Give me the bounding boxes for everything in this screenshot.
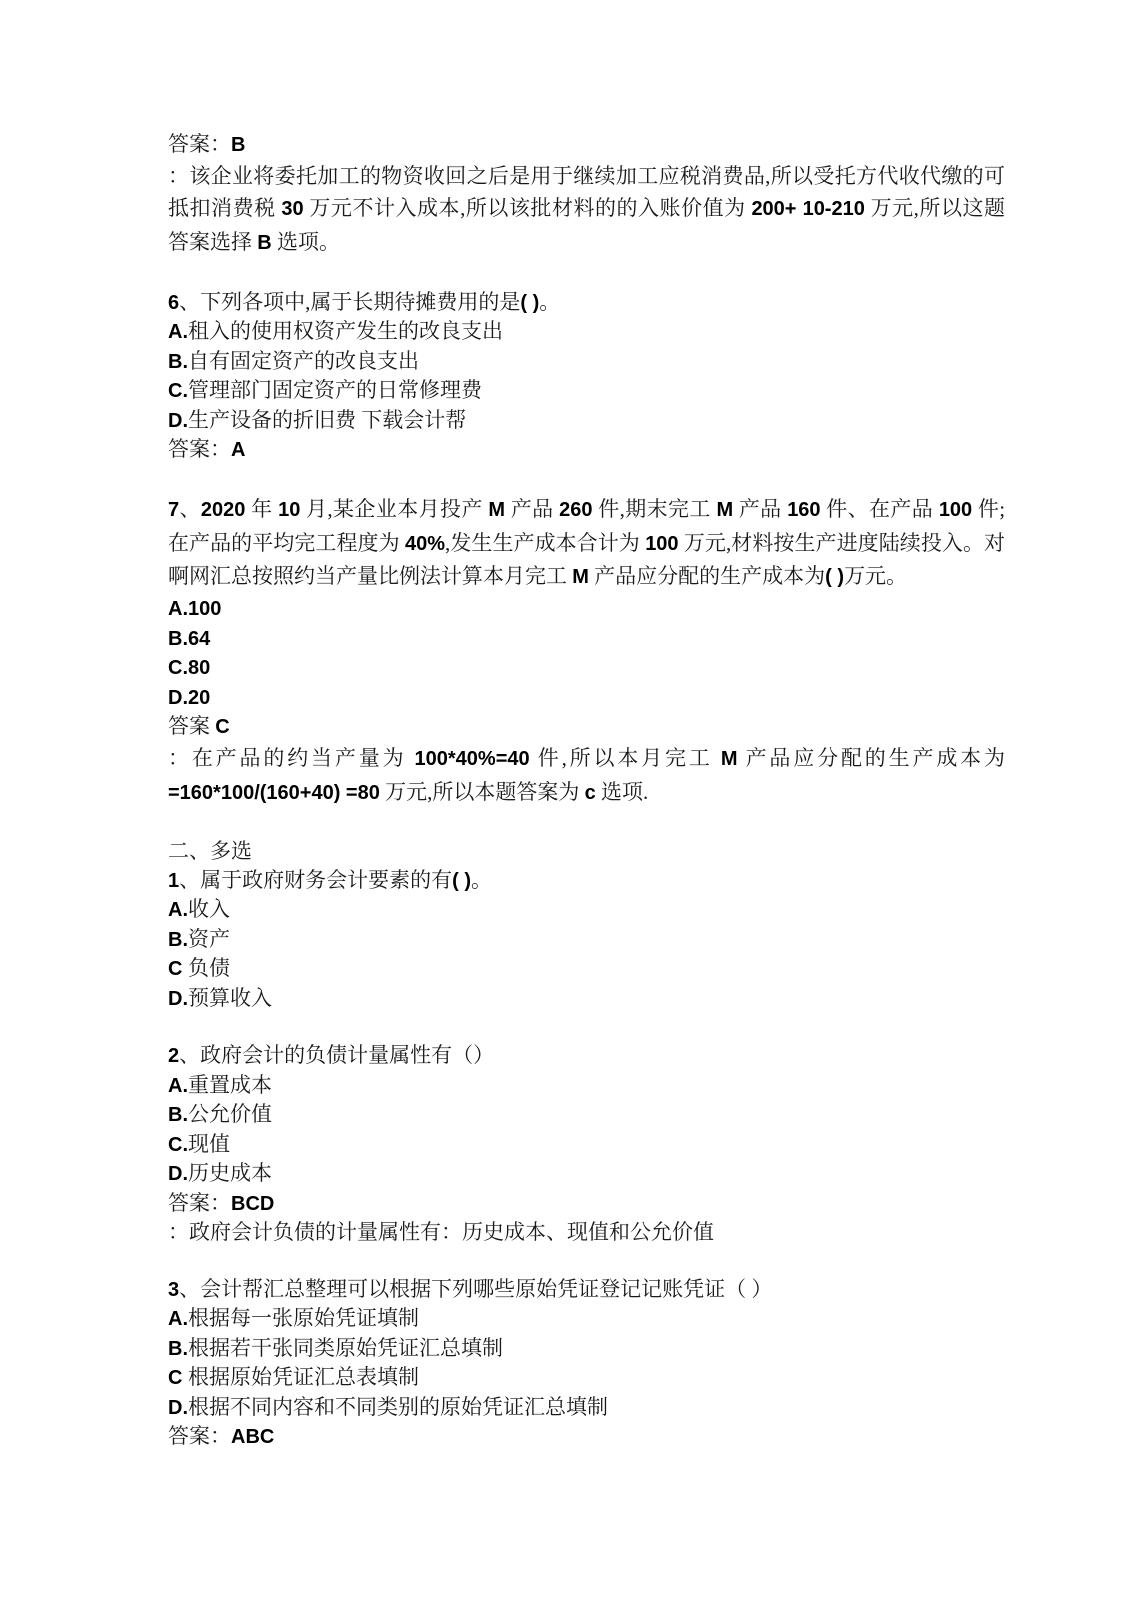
option-line [168, 954, 1005, 984]
emphasis-text: C [168, 958, 188, 981]
body-text: 万元。 [844, 564, 908, 589]
emphasis-text: B. [168, 350, 188, 373]
emphasis-text: 40% [404, 532, 446, 555]
emphasis-text: B [257, 232, 272, 255]
body-text: 根据每一张原始凭证填制 [188, 1306, 419, 1331]
body-text: 件、在产品 [820, 496, 939, 521]
option-line [168, 1071, 1005, 1101]
body-text: 产品应分配的生产成本为 [588, 564, 826, 589]
option-line [168, 1393, 1005, 1423]
body-text: ：在产品的约当产量为 [168, 745, 415, 770]
body-text: 产品 [505, 496, 560, 521]
body-text: 预算收入 [188, 985, 272, 1010]
question-stem [168, 866, 1005, 896]
body-text: 、 [179, 496, 201, 521]
explanation-paragraph [168, 742, 1005, 810]
emphasis-text: 2020 [200, 498, 246, 521]
body-text: 租入的使用权资产发生的改良支出 [188, 319, 503, 344]
body-text: 月,某企业本月投产 [300, 496, 489, 521]
option-line [168, 347, 1005, 377]
option-line [168, 1100, 1005, 1130]
body-text: 生产设备的折旧费 下载会计帮 [188, 407, 467, 432]
body-text: 。 [471, 867, 493, 892]
option-line [168, 1304, 1005, 1334]
emphasis-text: 7 [168, 498, 180, 521]
emphasis-text: D. [168, 1163, 188, 1186]
emphasis-text: D. [168, 1396, 188, 1419]
body-text: 根据原始凭证汇总表填制 [188, 1365, 419, 1390]
body-text: 资产 [188, 926, 230, 951]
emphasis-text: B [231, 134, 246, 156]
body-text: ：政府会计负债的计量属性有：历史成本、现值和公允价值 [168, 1220, 714, 1245]
question-stem [168, 1041, 1005, 1071]
body-text: 、属于政府财务会计要素的有 [179, 867, 453, 892]
body-text: 、下列各项中,属于长期待摊费用的是 [179, 289, 521, 314]
body-text: 答案 [168, 714, 216, 739]
body-text: 万元,所以本题答案为 [379, 779, 585, 804]
emphasis-text: BCD [231, 1192, 275, 1215]
body-text: 产品 [733, 496, 788, 521]
body-text: 、政府会计的负债计量属性有（） [179, 1043, 495, 1068]
body-text: 公允价值 [188, 1102, 272, 1127]
option-line [168, 1363, 1005, 1393]
emphasis-text: B. [168, 1104, 188, 1127]
emphasis-text: D.20 [168, 686, 211, 709]
body-text: 重置成本 [188, 1072, 272, 1097]
body-text: 管理部门固定资产的日常修理费 [188, 378, 482, 403]
emphasis-text: 260 [559, 498, 593, 521]
body-text: 历史成本 [188, 1161, 272, 1186]
emphasis-text: 100*40%=40 [414, 747, 530, 770]
body-text: 答案： [168, 132, 231, 156]
body-text: 答案： [168, 1190, 231, 1215]
option-line [168, 317, 1005, 347]
emphasis-text: ( ) [520, 291, 540, 314]
body-text: 年 [245, 496, 279, 521]
question-stem [168, 1275, 1005, 1305]
body-text: 根据若干张同类原始凭证汇总填制 [188, 1335, 503, 1360]
answer-line [168, 1189, 1005, 1219]
emphasis-text: B. [168, 928, 188, 951]
emphasis-text: C. [168, 1133, 188, 1156]
emphasis-text: A [231, 439, 246, 462]
section-heading [168, 837, 1005, 866]
emphasis-text: 100 [645, 532, 679, 555]
answer-line [168, 712, 1005, 742]
emphasis-text: A. [168, 1308, 188, 1331]
option-line [168, 1159, 1005, 1189]
emphasis-text: 1 [168, 869, 180, 892]
emphasis-text: 200+ 10-210 [751, 198, 865, 221]
body-text: 、会计帮汇总整理可以根据下列哪些原始凭证登记记账凭证（ ） [179, 1276, 773, 1301]
emphasis-text: 160 [787, 498, 821, 521]
option-line [168, 925, 1005, 955]
emphasis-text: ( ) [825, 566, 845, 589]
body-text: 二、多选 [168, 839, 252, 864]
emphasis-text: B. [168, 1337, 188, 1360]
answer-line [168, 435, 1005, 465]
emphasis-text: B.64 [168, 627, 211, 650]
body-text: ：该企业将委托加工的物资收回之后是用于继续加工应税消费品,所以受托方代收代缴的可抵扣消费税 [168, 163, 1005, 221]
emphasis-text: C [215, 716, 230, 739]
option-line [168, 376, 1005, 406]
body-text: 件,期末完工 [592, 496, 717, 521]
body-text: ,发生生产成本合计为 [445, 530, 646, 555]
emphasis-text: 30 [281, 198, 304, 221]
emphasis-text: A.100 [168, 598, 222, 621]
explanation-paragraph [168, 160, 1005, 260]
emphasis-text: C.80 [168, 657, 211, 680]
option-line [168, 1334, 1005, 1364]
emphasis-text: 6 [168, 291, 180, 314]
answer-line [168, 130, 1005, 160]
answer-line [168, 1422, 1005, 1452]
body-text: 根据不同内容和不同类别的原始凭证汇总填制 [188, 1394, 608, 1419]
emphasis-text: 3 [168, 1278, 180, 1301]
emphasis-text: ABC [231, 1426, 275, 1449]
emphasis-text: D. [168, 987, 188, 1010]
body-text: 负债 [188, 956, 230, 981]
body-text: 答案： [168, 1424, 231, 1449]
emphasis-text: M [572, 566, 589, 589]
emphasis-text: =160*100/(160+40) =80 [168, 781, 380, 804]
emphasis-text: A. [168, 899, 188, 922]
question-stem [168, 493, 1005, 594]
emphasis-text: 10 [278, 498, 301, 521]
emphasis-text: M [716, 498, 734, 521]
body-text: 产品应分配的生产成本为 [737, 745, 1006, 770]
option-line [168, 653, 1005, 683]
body-text: 万元不计入成本,所以该批材料的的入账价值为 [303, 196, 752, 221]
emphasis-text: M [488, 498, 506, 521]
emphasis-text: c [584, 781, 596, 804]
body-text: 选项。 [271, 230, 340, 255]
option-line [168, 683, 1005, 713]
emphasis-text: 2 [168, 1045, 180, 1068]
body-text: 件,所以本月完工 [529, 745, 721, 770]
emphasis-text: M [720, 747, 738, 770]
emphasis-text: 100 [938, 498, 973, 521]
body-text: 现值 [188, 1131, 230, 1156]
option-line [168, 895, 1005, 925]
body-text: 。 [539, 289, 561, 314]
document-content [168, 130, 1005, 1452]
body-text: 答案： [168, 437, 231, 462]
emphasis-text: A. [168, 321, 188, 344]
explanation-line [168, 1218, 1005, 1247]
body-text: 自有固定资产的改良支出 [188, 348, 419, 373]
option-line [168, 594, 1005, 624]
emphasis-text: C [168, 1367, 188, 1390]
body-text: 收入 [188, 897, 230, 922]
question-stem [168, 288, 1005, 318]
body-text: 件;在产品的平均完工程度为 [168, 496, 1006, 555]
emphasis-text: ( ) [452, 869, 472, 892]
option-line [168, 1130, 1005, 1160]
emphasis-text: A. [168, 1074, 188, 1097]
emphasis-text: C. [168, 380, 188, 403]
option-line [168, 624, 1005, 654]
body-text: 选项. [595, 779, 649, 804]
option-line [168, 984, 1005, 1014]
body-text: 万元,材料按生产进度陆续投入。对啊网汇总按照约当产量比例法计算本月完工 [168, 530, 1006, 589]
body-text: 万元,所以这题答案选择 [168, 196, 1006, 255]
option-line [168, 406, 1005, 436]
emphasis-text: D. [168, 409, 188, 432]
